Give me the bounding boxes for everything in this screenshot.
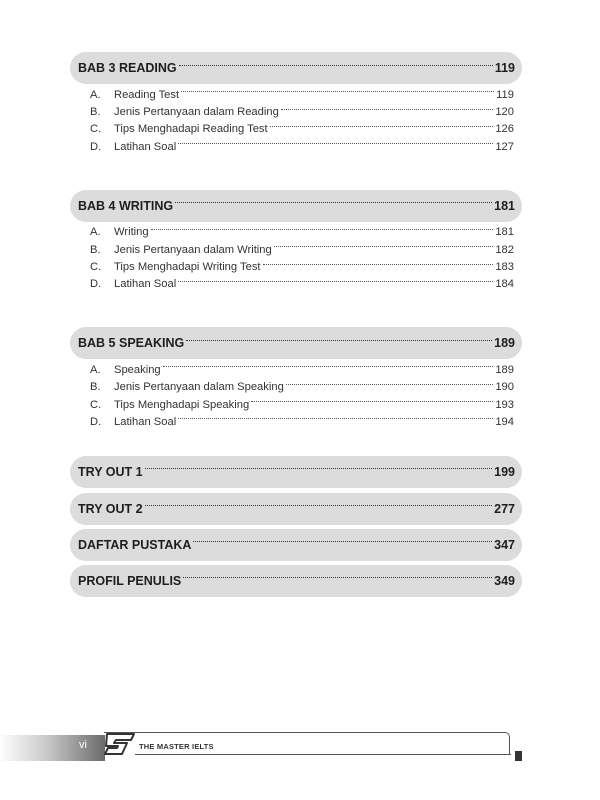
section-entries [70,224,522,294]
page-number: vi [79,739,87,751]
footer-corner-block [515,751,522,761]
entry-page: 126 [495,123,514,136]
footer-rule-bottom [135,754,511,755]
entry-page: 119 [496,88,514,101]
entry-letter: D. [90,140,102,153]
brand-name: THE MASTER IELTS [139,742,214,751]
toc-entry[interactable] [70,103,522,120]
entry-page: 182 [495,243,514,256]
entry-letter: C. [90,398,102,411]
entry-title: Jenis Pertanyaan dalam Writing [114,243,272,256]
entry-page: 193 [495,398,514,411]
entry-title: Speaking [114,363,161,376]
section-bab-5-speaking[interactable] [70,327,522,359]
entry-page: 183 [495,261,514,274]
section-page: 349 [494,573,515,588]
section-page: 199 [494,464,515,479]
toc-entry[interactable] [70,361,522,378]
section-page: 119 [494,61,515,75]
entry-letter: A. [90,226,101,239]
section-title: TRY OUT 2 [78,501,143,516]
leader-dots [286,384,494,385]
entry-letter: B. [90,243,101,256]
entry-letter: A. [90,363,101,376]
leader-dots [175,202,492,203]
entry-title: Jenis Pertanyaan dalam Reading [114,106,279,119]
section-entries [70,361,522,431]
toc-entry[interactable] [70,121,522,138]
entry-letter: B. [90,106,101,119]
leader-dots [178,418,493,419]
section-entries [70,86,522,156]
leader-dots [151,229,494,230]
entry-title: Tips Menghadapi Reading Test [114,123,268,136]
entry-title: Jenis Pertanyaan dalam Speaking [114,381,284,394]
section-try-out-1[interactable] [70,456,522,488]
section-page: 277 [494,501,515,516]
section-title: DAFTAR PUSTAKA [78,537,192,552]
leader-dots [281,109,494,110]
entry-letter: B. [90,381,101,394]
entry-page: 184 [495,278,514,291]
leader-dots [263,264,494,265]
entry-letter: A. [90,88,101,101]
toc-entry[interactable] [70,379,522,396]
section-bab-3-reading[interactable] [70,52,522,84]
leader-dots [251,401,493,402]
entry-title: Reading Test [114,88,180,101]
leader-dots [145,505,493,506]
section-profil-penulis[interactable] [70,565,522,597]
entry-title: Latihan Soal [114,278,177,291]
toc-entry[interactable] [70,224,522,241]
leader-dots [181,91,494,92]
leader-dots [163,366,494,367]
leader-dots [274,246,494,247]
entry-page: 189 [495,363,514,376]
toc-entry[interactable] [70,396,522,413]
entry-page: 181 [495,226,514,239]
toc-entry[interactable] [70,138,522,155]
entry-letter: C. [90,261,102,274]
section-page: 347 [494,537,515,552]
section-daftar-pustaka[interactable] [70,529,522,561]
entry-title: Tips Menghadapi Speaking [114,398,250,411]
leader-dots [145,468,493,469]
toc-entry[interactable] [70,276,522,293]
section-title: BAB 3 READING [78,61,177,75]
leader-dots [186,340,492,341]
entry-page: 127 [495,140,514,153]
section-title: BAB 4 WRITING [78,198,174,213]
section-title: BAB 5 SPEAKING [78,336,185,351]
leader-dots [270,126,494,127]
leader-dots [193,541,492,542]
entry-title: Latihan Soal [114,415,177,428]
table-of-contents [70,52,522,597]
toc-entry[interactable] [70,241,522,258]
page-footer [0,725,600,765]
toc-entry[interactable] [70,86,522,103]
leader-dots [178,281,493,282]
entry-letter: D. [90,415,102,428]
section-bab-4-writing[interactable] [70,190,522,222]
entry-page: 194 [495,415,514,428]
toc-entry[interactable] [70,413,522,430]
toc-entry[interactable] [70,258,522,275]
footer-gradient-band [0,735,105,761]
section-title: TRY OUT 1 [78,464,143,479]
section-title: PROFIL PENULIS [78,573,182,588]
book-logo-icon [103,731,137,757]
entry-title: Latihan Soal [114,140,177,153]
entry-page: 120 [495,106,514,119]
entry-page: 190 [495,381,514,394]
entry-letter: D. [90,278,102,291]
section-try-out-2[interactable] [70,493,522,525]
leader-dots [178,143,493,144]
section-page: 189 [494,336,515,351]
leader-dots [183,577,492,578]
entry-title: Writing [114,226,149,239]
entry-letter: C. [90,123,102,136]
entry-title: Tips Menghadapi Writing Test [114,261,261,274]
leader-dots [179,65,493,66]
section-page: 181 [494,198,515,213]
